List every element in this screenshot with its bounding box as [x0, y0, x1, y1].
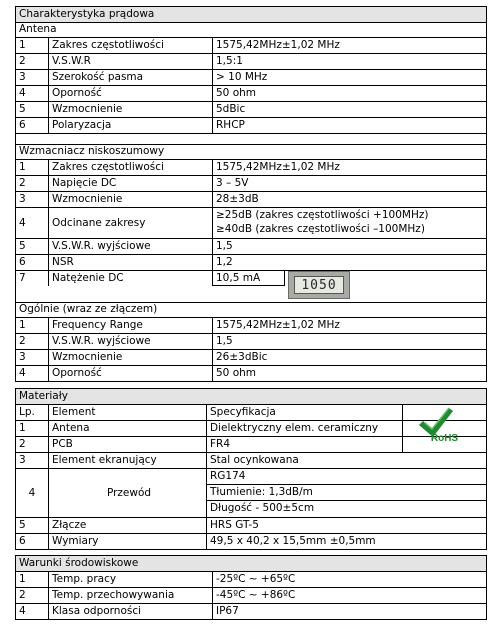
- table-row: 4 Klasa odporności IP67: [16, 603, 486, 619]
- table-row: 2 V.S.W.R 1,5:1: [16, 53, 486, 69]
- table-row: 3 Wzmocnienie 26±3dBic: [16, 349, 486, 365]
- table-row: 6 Polaryzacja RHCP: [16, 117, 486, 133]
- multimeter-display-image: [288, 271, 350, 299]
- table-row: 4 Oporność 50 ohm: [16, 365, 486, 381]
- materials-table: [15, 388, 487, 550]
- table-row: 1 Zakres częstotliwości 1575,42MHz±1,02 MHz: [16, 37, 486, 53]
- table-row: 1 Frequency Range 1575,42MHz±1,02 MHz: [16, 317, 486, 333]
- general-section-title: Ogólnie (wraz ze złączem): [16, 302, 486, 317]
- table-row: 7 Natężenie DC 10,5 mA 1050: [16, 270, 486, 299]
- rohs-label: RoHS: [430, 433, 459, 444]
- table-row: 4 Przewód RG174 Tłumienie: 1,3dB/m Długość - 500±5cm: [16, 468, 486, 517]
- environment-title: Warunki środowiskowe: [16, 556, 486, 571]
- table-row: 1 Zakres częstotliwości 1575,42MHz±1,02 MHz: [16, 159, 486, 175]
- table-row: 3 Szerokość pasma > 10 MHz: [16, 69, 486, 85]
- spacer-row: [16, 299, 486, 302]
- lna-section-title: Wzmacniacz niskoszumowy: [16, 144, 486, 159]
- table-row: 3 Wzmocnienie 28±3dB: [16, 191, 486, 207]
- table-row: 2 Temp. przechowywania -45ºC ~ +86ºC: [16, 587, 486, 603]
- table-row: 2 PCB FR4: [16, 436, 486, 452]
- table-row: 5 Złącze HRS GT-5: [16, 517, 486, 533]
- table-header-row: Lp. Element Specyfikacja: [16, 404, 486, 420]
- antenna-section-title: Antena: [16, 22, 486, 37]
- materials-title: Materiały: [16, 389, 486, 404]
- table-row: 6 NSR 1,2: [16, 254, 486, 270]
- table-row: 3 Element ekranujący Stal ocynkowana: [16, 452, 486, 468]
- environment-table: [15, 555, 487, 620]
- multimeter-reading: 1050: [294, 276, 344, 294]
- characteristics-title: Charakterystyka prądowa: [16, 7, 486, 22]
- table-row: 4 Odcinane zakresy ≥25dB (zakres częstotliwości +100MHz) ≥40dB (zakres częstotliwości –100MHz): [16, 207, 486, 238]
- table-row: 2 V.S.W.R. wyjściowe 1,5: [16, 333, 486, 349]
- table-row: 5 V.S.W.R. wyjściowe 1,5: [16, 238, 486, 254]
- table-row: 1 Antena Dielektryczny elem. ceramiczny: [16, 420, 486, 436]
- table-row: 5 Wzmocnienie 5dBic: [16, 101, 486, 117]
- table-row: 4 Oporność 50 ohm: [16, 85, 486, 101]
- characteristics-table: [15, 6, 487, 382]
- table-row: 6 Wymiary 49,5 x 40,2 x 15,5mm ±0,5mm: [16, 533, 486, 549]
- table-row: 2 Napięcie DC 3 – 5V: [16, 175, 486, 191]
- spacer-row: [16, 133, 486, 144]
- rohs-badge: [403, 403, 486, 449]
- table-row: 1 Temp. pracy -25ºC ~ +65ºC: [16, 571, 486, 587]
